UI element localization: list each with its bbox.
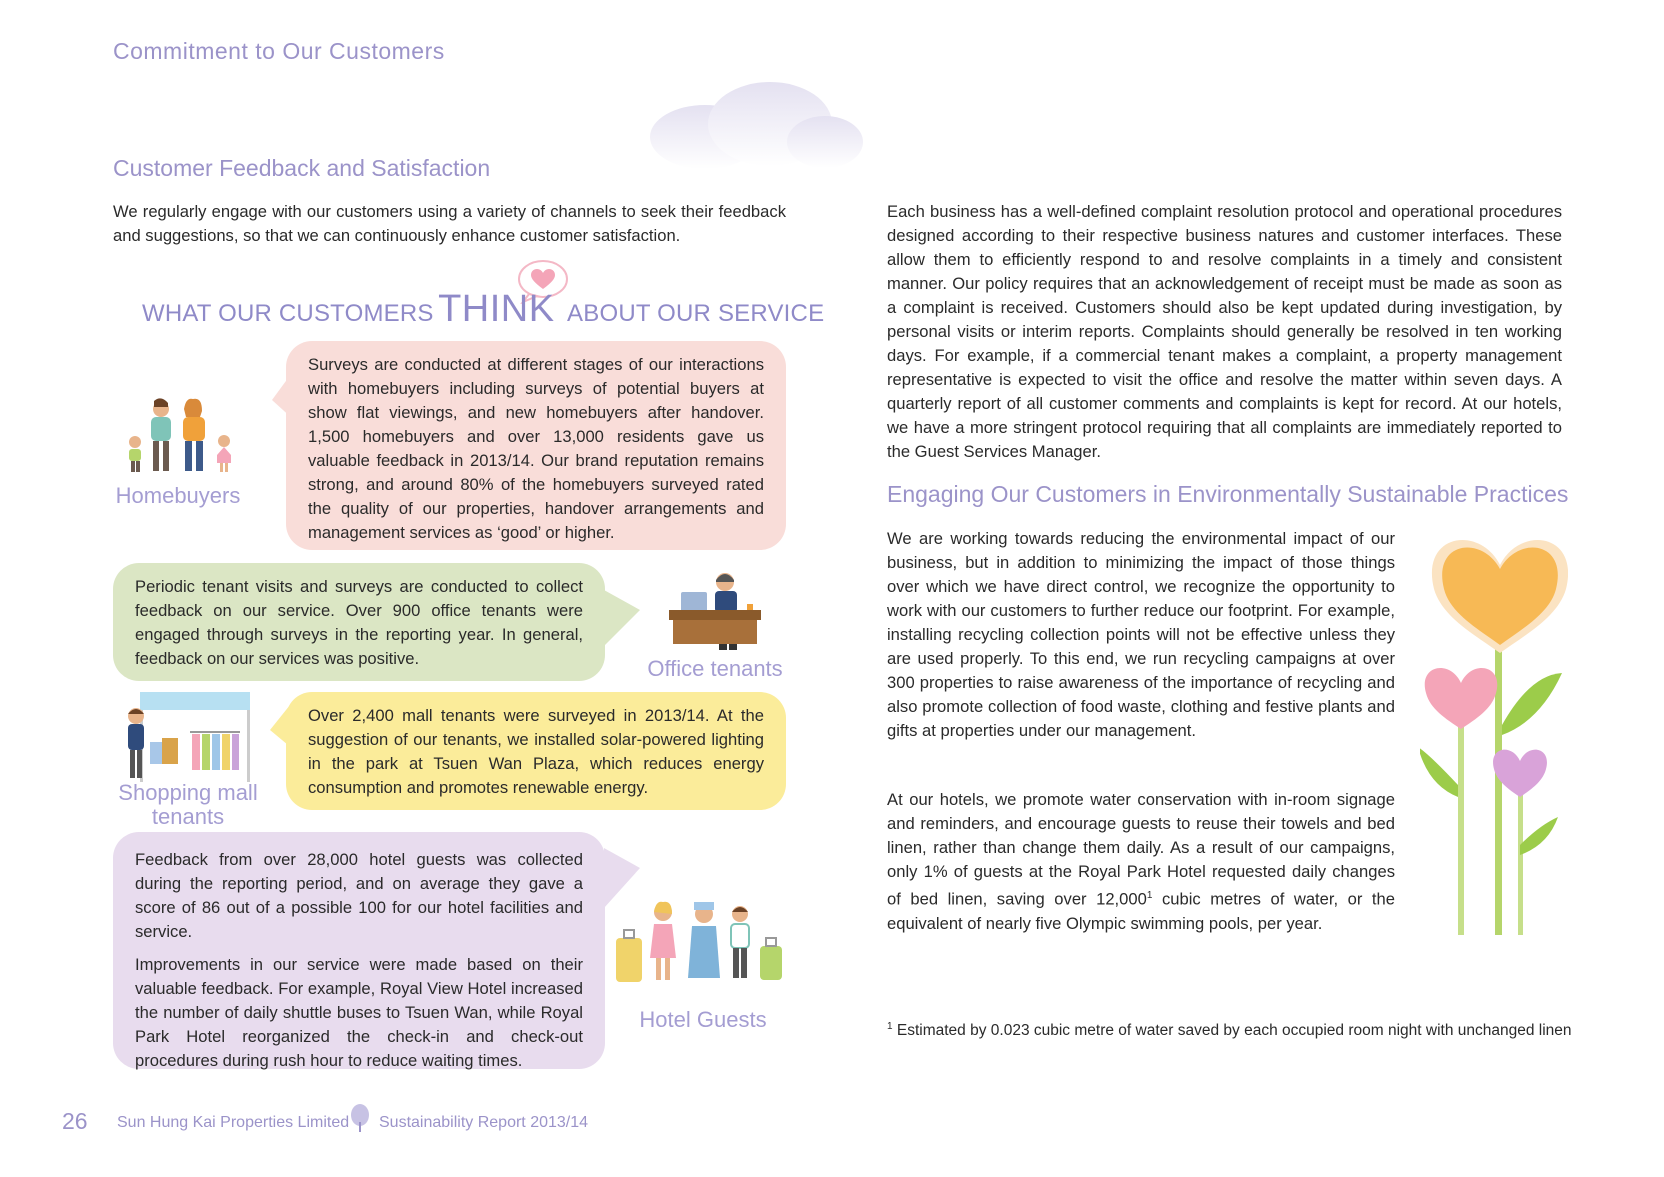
office-bubble [113,563,605,681]
tree-logo-icon [349,1104,371,1134]
cloud-decoration [645,82,865,172]
page-number: 26 [62,1108,88,1134]
recycling-paragraph: We are working towards reducing the environmental impact of our business, but in addition to minimizing the impact of those things over which we have direct control, we recognize the opportunity to work with our customers to further reduce our footprint. For example, installing recycling collection points will not be effective unless they are used properly. To this end, we run recycling campaigns at over 300 properties to raise awareness of the importance of recycling and also promote collection of food waste, clothing and festive plants and gifts at properties under our management. [887,529,1395,740]
sustainability-heading: Engaging Our Customers in Environmentally Sustainable Practices [887,481,1569,507]
think-title-part2: THINK [438,288,555,330]
think-title [142,288,824,331]
water-paragraph [887,788,1395,936]
hotel-label: Hotel Guests [639,1007,767,1032]
footer-company: Sun Hung Kai Properties Limited [117,1114,350,1131]
water-paragraph-b: cubic metres of water, or the equivalent of nearly five Olympic swimming pools, per year. [887,889,1395,933]
hotel-text-2: Improvements in our service were made based on their valuable feedback. For example, Royal View Hotel increased the number of daily shuttle buses to Tsuen Wan, while Royal Park Hotel reorganized the check-in and check-out procedures during rush hour to reduce waiting times. [135,955,583,1070]
homebuyers-text: Surveys are conducted at different stages of our interactions with homebuyers including surveys of potential buyers at show flat viewings, and new homebuyers after handover. 1,500 homebuyers and over 13,000 residents gave us valuable feedback in 2013/14. Our brand reputation remains strong, and around 80% of the homebuyers surveyed rated the quality of our properties, handover arrangements and management services as ‘good’ or higher. [308,355,764,542]
intro-paragraph: We regularly engage with our customers using a variety of channels to seek their feedback and suggestions, so that we can continuously enhance customer satisfaction. [113,202,786,245]
think-title-part3: ABOUT OUR SERVICE [567,300,825,327]
office-bubble-tail [604,590,640,646]
homebuyers-label: Homebuyers [115,483,241,508]
water-paragraph-a: At our hotels, we promote water conservation with in-room signage and reminders, and encourage guests to reuse their towels and bed linen, rather than change them daily. As a result of our campaigns, only 1% of guests at the Royal Park Hotel requested daily changes of bed linen, saving over 12,000 [887,790,1395,909]
mall-label-line2: tenants [151,804,225,829]
office-text: Periodic tenant visits and surveys are conducted to collect feedback on our service. Over 900 office tenants were engaged through surveys in the reporting year. In general, feedback on our services was positive. [135,577,583,668]
footnote [887,1021,1572,1040]
footnote-text: Estimated by 0.023 cubic metre of water saved by each occupied room night with unchanged linen [896,1022,1572,1040]
shopping-illustration [122,692,252,784]
hotel-text-1: Feedback from over 28,000 hotel guests was collected during the reporting period, and on average they gave a score of 86 out of a possible 100 for our hotel facilities and service. [135,850,583,941]
family-illustration [124,397,239,475]
section-header: Commitment to Our Customers [113,38,445,64]
think-title-part1: WHAT OUR CUSTOMERS [142,300,434,327]
mall-text: Over 2,400 mall tenants were surveyed in 2013/14. At the suggestion of our tenants, we installed solar-powered lighting in the park at Tsuen Wan Plaza, which reduces energy consumption and promotes renewable energy. [308,706,764,797]
water-footnote-ref: 1 [1146,890,1153,901]
flowers-illustration [1420,525,1568,935]
footnote-number: 1 [887,1021,893,1032]
footer-report: Sustainability Report 2013/14 [379,1114,589,1131]
mall-label [108,781,268,829]
hotel-bubble-tail [604,848,640,908]
office-worker-illustration [667,572,767,652]
hotel-bubble [113,832,605,1069]
hotel-guests-illustration [612,900,787,985]
homebuyers-bubble [286,341,786,550]
feedback-heading: Customer Feedback and Satisfaction [113,155,491,181]
mall-label-line1: Shopping mall [118,780,258,805]
mall-bubble [286,692,786,810]
complaints-paragraph: Each business has a well-defined complaint resolution protocol and operational procedures designed according to their respective business natures and customer interfaces. These allow them to efficiently respond to and resolve complaints in a timely and consistent manner. Our policy requires that an acknowledgement of receipt must be made as soon as a complaint is received. Customers should also be kept updated during investigation, by personal visits or interim reports. Complaints should generally be resolved in ten working days. For example, if a commercial tenant makes a complaint, a property management representative is expected to visit the office and resolve the matter within seven days. A quarterly report of all customer comments and complaints is kept for record. At our hotels, we have a more stringent protocol requiring that all complaints are immediately reported to the Guest Services Manager. [887,202,1562,461]
office-label: Office tenants [647,656,783,681]
